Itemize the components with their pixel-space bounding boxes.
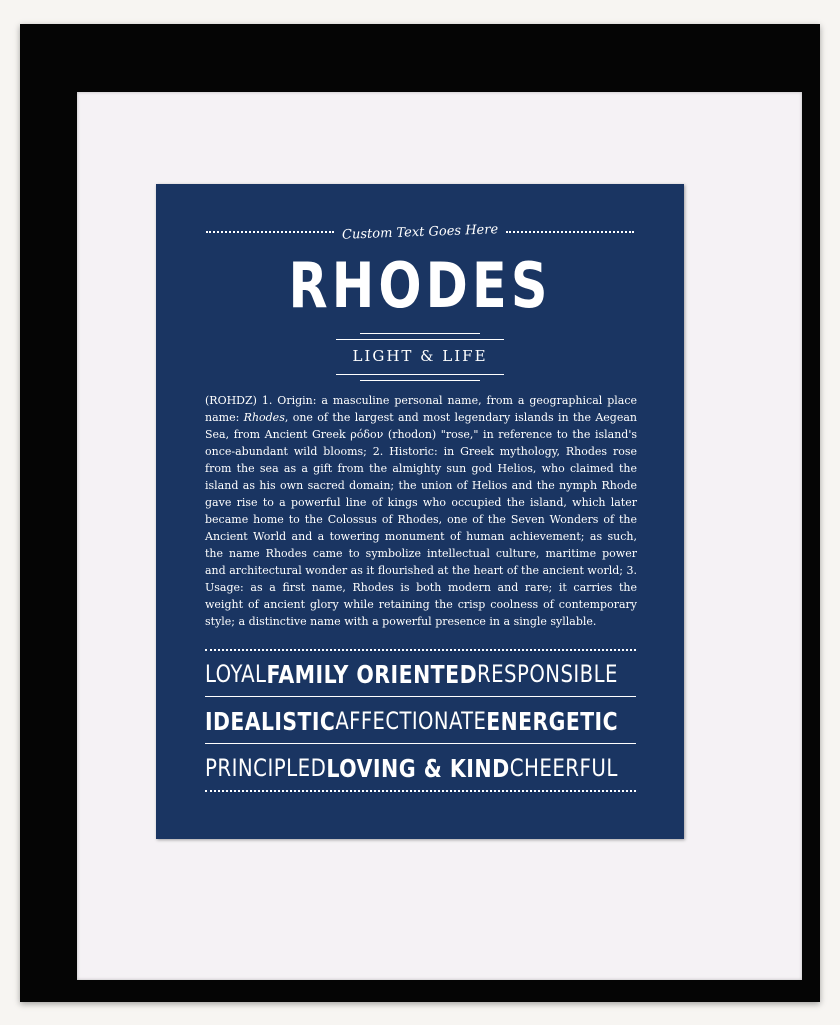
custom-text-row (206, 220, 634, 244)
trait-row-1 (205, 656, 636, 692)
trait-word: IDEALISTIC (205, 706, 336, 736)
trait-rule-2 (205, 743, 636, 744)
rule-top-long (336, 339, 504, 340)
definition-part-1: (ROHDZ) 1. Origin: a masculine personal name, from a geographical place name: (205, 394, 637, 424)
dotted-divider-left (206, 231, 334, 233)
trait-row-3 (205, 750, 636, 786)
custom-text: Custom Text Goes Here (341, 221, 499, 243)
name-definition (205, 392, 637, 630)
definition-italic-word: Rhodes (243, 411, 285, 424)
trait-word: PRINCIPLED (205, 754, 327, 782)
rule-bottom-long (336, 374, 504, 375)
trait-word: ENERGETIC (486, 706, 618, 736)
trait-word: RESPONSIBLE (477, 660, 618, 688)
dotted-divider-traits-top (205, 649, 636, 651)
name-title: RHODES (288, 249, 552, 322)
name-meaning: LIGHT & LIFE (352, 347, 488, 365)
trait-rule-1 (205, 696, 636, 697)
dotted-divider-right (506, 231, 634, 233)
trait-word: LOYAL (205, 660, 267, 688)
trait-word: LOVING & KIND (326, 753, 510, 783)
trait-word: CHEERFUL (509, 754, 618, 782)
trait-row-2 (205, 703, 636, 739)
name-art-print (156, 184, 684, 839)
rule-bottom-short (360, 380, 480, 381)
definition-part-2: , one of the largest and most legendary islands in the Aegean Sea, from Ancient Greek ρόδον (rhodon) "rose," in reference to the island's once-abundant wild blooms; 2. Historic: in Greek mythology, Rhodes rose from the sea as a gift from the almighty sun god Helios, who claimed the island as his own sacred domain; the union of Helios and the nymph Rhode gave rise to a powerful line of kings who occupied the island, which later became home to the Colossus of Rhodes, one of the Seven Wonders of the Ancient World and a towering monument of human achievement; as such, the name Rhodes came to symbolize intellectual culture, maritime power and architectural wonder as it flourished at the heart of the ancient world; 3. Usage: as a first name, Rhodes is both modern and rare; it carries the weight of ancient glory while retaining the crisp coolness of contemporary style; a distinctive name with a powerful presence in a single syllable. (205, 411, 637, 628)
rule-top-short (360, 333, 480, 334)
trait-word: FAMILY ORIENTED (266, 659, 478, 689)
dotted-divider-traits-bottom (205, 790, 636, 792)
trait-word: AFFECTIONATE (335, 707, 487, 735)
